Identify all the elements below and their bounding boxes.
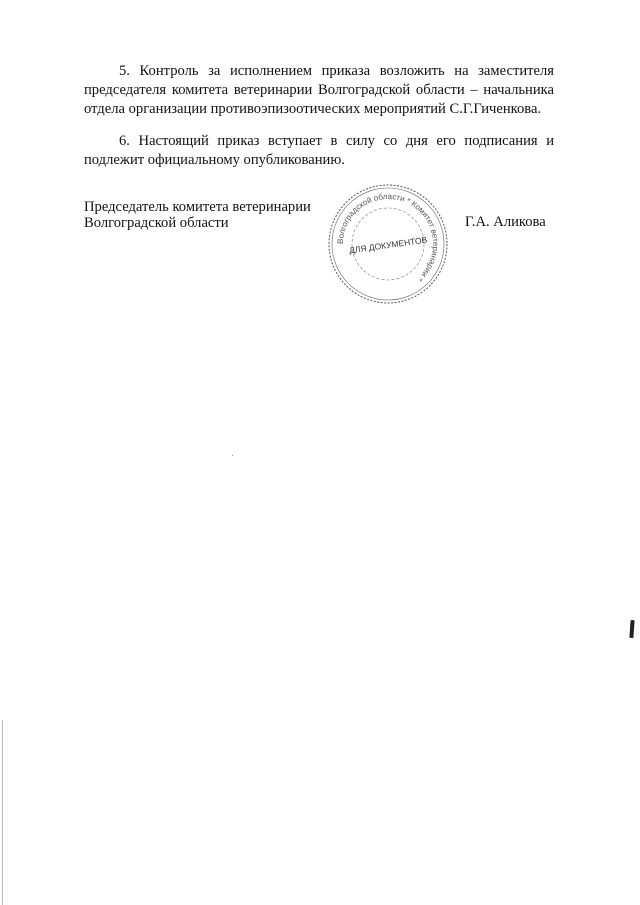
stamp-center-text: ДЛЯ ДОКУМЕНТОВ xyxy=(348,234,428,256)
signatory-name: Г.А. Аликова xyxy=(465,214,546,230)
paragraph-5: 5. Контроль за исполнением приказа возложить на заместителя председателя комитета ветеринарии Волгоградской области – начальника отдела организации противоэпизоотических мероприятий С.Г.Гиченкова. xyxy=(84,63,554,117)
stamp-seal-graphic xyxy=(326,182,450,306)
stamp-ring-text: Волгоградской области * Комитет ветеринарии * xyxy=(335,191,441,284)
scan-artifact-mark xyxy=(629,620,634,638)
scan-edge-line xyxy=(2,720,3,905)
scan-artifact-dot xyxy=(232,455,233,456)
signatory-title-line-2: Волгоградской области xyxy=(84,215,229,231)
official-stamp xyxy=(326,182,450,306)
signatory-title xyxy=(84,199,311,231)
paragraph-6: 6. Настоящий приказ вступает в силу со дня его подписания и подлежит официальному опубликованию. xyxy=(84,133,554,168)
signatory-title-line-1: Председатель комитета ветеринарии xyxy=(84,199,311,215)
